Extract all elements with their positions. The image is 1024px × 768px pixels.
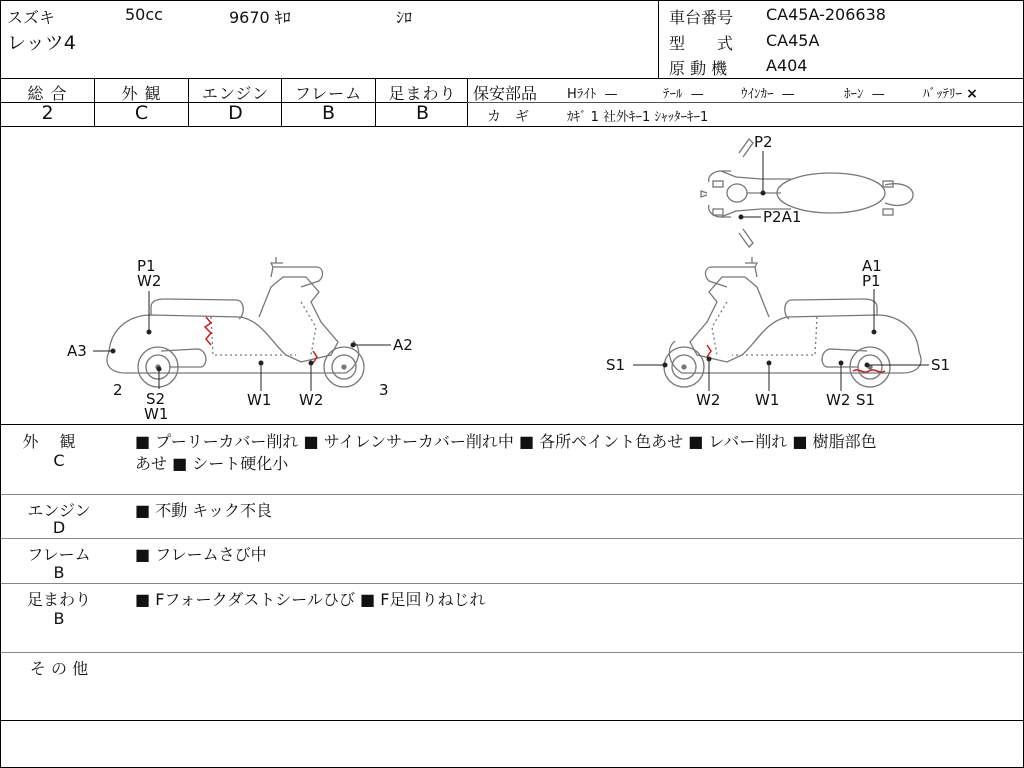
diagram-label: P2 (754, 133, 773, 151)
safety-battery-label: ﾊﾞｯﾃﾘｰ (923, 87, 962, 102)
diagram-bottom-rule (1, 424, 1023, 425)
diagram-label: S1 (606, 356, 626, 374)
diagram-label: P2A1 (763, 208, 802, 226)
section-rule (1, 652, 1023, 653)
section-grade-exterior: C (53, 451, 65, 470)
damage-mark (313, 351, 317, 363)
header-divider (658, 1, 659, 78)
grade-value-engine: D (228, 102, 243, 124)
grade-value-suspension: B (415, 102, 430, 124)
safety-battery-status: × (966, 86, 978, 102)
diagram-label: W2 (826, 391, 851, 409)
section-grade-frame: B (53, 563, 65, 582)
grade-value-exterior: C (134, 102, 149, 124)
frame-no-label: 車台番号 (669, 8, 734, 27)
diagram-label: S1 (856, 391, 876, 409)
section-text-frame: ■ フレームさび中 (135, 545, 267, 564)
damage-mark (205, 317, 211, 345)
safety-mid-rule (467, 102, 1023, 103)
section-text-exterior-line1: ■ プーリーカバー削れ ■ サイレンサーカバー削れ中 ■ 各所ペイント色あせ ■ レバー削れ ■ 樹脂部色 (135, 432, 877, 451)
header-bottom-rule (1, 78, 1023, 79)
right-leaders (633, 289, 929, 391)
engine-label: 原 動 機 (669, 59, 728, 78)
safety-headlight (567, 83, 618, 102)
diagram-label: A2 (393, 336, 413, 354)
section-rule (1, 583, 1023, 584)
displacement: 50cc (125, 5, 163, 24)
diagram-label: 3 (379, 381, 389, 399)
mileage: 9670 ｷﾛ (229, 8, 291, 27)
diagram-label: S2 (146, 390, 166, 408)
safety-taillight-status: — (690, 87, 704, 102)
safety-winker (741, 83, 795, 102)
color: ｼﾛ (396, 8, 413, 27)
diagram-label: W1 (755, 391, 780, 409)
frame-no: CA45A-206638 (766, 5, 886, 24)
diagram-label: A1 (862, 257, 882, 275)
keys-value: ｶｷﾞ 1 社外ｷｰ1 ｼｬｯﾀｰｷｰ1 (567, 110, 709, 125)
safety-winker-status: — (781, 87, 795, 102)
section-rule (1, 538, 1023, 539)
safety-taillight-label: ﾃｰﾙ (663, 87, 683, 102)
model-name: レッツ4 (7, 32, 76, 54)
safety-winker-label: ｳｲﾝｶｰ (741, 87, 774, 102)
diagram-label: P1 (862, 272, 881, 290)
section-text-suspension: ■ Fフォークダストシールひび ■ F足回りねじれ (135, 590, 486, 609)
scooter-top-view (701, 139, 913, 247)
damage-mark (853, 370, 885, 372)
damage-mark (707, 345, 711, 357)
grade-label-overall: 総 合 (27, 84, 68, 103)
damage-diagram (1, 127, 1023, 424)
diagram-label: W1 (247, 391, 272, 409)
safety-battery (923, 83, 978, 102)
section-text-engine: ■ 不動 キック不良 (135, 501, 272, 520)
diagram-label: W2 (299, 391, 324, 409)
diagram-label: 2 (113, 381, 123, 399)
diagram-label: W1 (144, 405, 169, 423)
safety-taillight (663, 83, 704, 102)
diagram-label: A3 (67, 342, 87, 360)
diagram-label: S1 (931, 356, 951, 374)
section-grade-suspension: B (53, 609, 65, 628)
keys-label: カ ギ (487, 109, 529, 125)
bottom-rule (1, 720, 1023, 721)
safety-title: 保安部品 (473, 84, 538, 103)
maker: スズキ (7, 8, 56, 27)
diagram-label: W2 (137, 272, 162, 290)
diagram-label: P1 (137, 257, 156, 275)
section-rule (1, 494, 1023, 495)
safety-horn (844, 83, 885, 102)
section-text-exterior-line2: あせ ■ シート硬化小 (135, 454, 289, 473)
section-label-other: そ の 他 (29, 659, 89, 678)
type-value: CA45A (766, 31, 820, 50)
grade-label-exterior: 外 観 (121, 84, 162, 103)
grade-label-frame: フレーム (294, 84, 363, 103)
safety-horn-label: ﾎｰﾝ (844, 87, 864, 102)
safety-headlight-status: — (604, 87, 618, 102)
grade-label-engine: エンジン (201, 84, 270, 103)
grade-value-frame: B (321, 102, 336, 124)
left-leaders (93, 291, 391, 391)
section-label-engine: エンジン (27, 501, 91, 520)
scooter-right-view (664, 257, 921, 387)
type-label: 型 式 (669, 34, 734, 53)
grade-label-suspension: 足まわり (388, 84, 457, 103)
section-grade-engine: D (52, 518, 66, 537)
section-label-frame: フレーム (27, 545, 91, 564)
section-label-exterior: 外 観 (22, 432, 76, 451)
section-label-suspension: 足まわり (26, 590, 91, 609)
engine-value: A404 (766, 56, 808, 75)
grade-value-overall: 2 (41, 102, 54, 124)
safety-horn-status: — (871, 87, 885, 102)
safety-headlight-label: Hﾗｲﾄ (567, 87, 597, 102)
diagram-label: W2 (696, 391, 721, 409)
